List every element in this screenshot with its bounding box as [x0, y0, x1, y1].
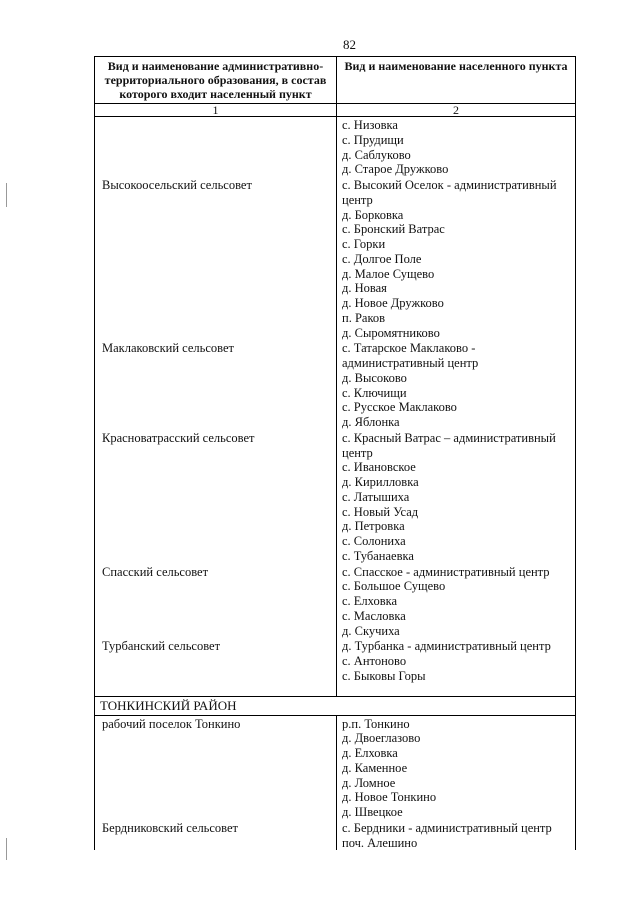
spacer-row [95, 684, 576, 697]
settlement-item: с. Прудищи [342, 132, 404, 147]
settlement-item: д. Швецкое [342, 805, 403, 819]
settlement-item: с. Ключищи [342, 385, 407, 400]
settlement-item: д. Яблонка [342, 415, 400, 429]
admin-unit-name: рабочий поселок Тонкино [102, 716, 241, 731]
settlement-item: с. Латышиха [342, 489, 410, 504]
settlement-item: поч. Алешино [342, 835, 418, 850]
settlement-item: с. Солониха [342, 534, 406, 548]
table-header-row [95, 57, 576, 104]
column-number-1: 1 [95, 104, 337, 117]
settlement-item: с. Русское Маклаково [342, 400, 457, 415]
table-row [95, 715, 576, 820]
margin-mark [6, 838, 7, 860]
settlement-item: с. Быковы Горы [342, 668, 426, 683]
settlement-item: с. Елховка [342, 594, 398, 608]
settlement-item: д. Новая [342, 281, 387, 296]
settlements-cell [337, 340, 576, 430]
settlement-item: д. Кирилловка [342, 475, 419, 489]
settlement-item: с. Горки [342, 237, 386, 251]
table-row [95, 340, 576, 430]
table-body-part-2 [95, 715, 576, 850]
settlement-item: с. Ивановское [342, 460, 416, 475]
settlement-item: п. Раков [342, 310, 386, 325]
settlement-item: д. Новое Тонкино [342, 790, 437, 805]
settlement-item: с. Татарское Маклаково - административный центр [342, 341, 479, 370]
district-section [95, 684, 576, 716]
settlement-item: с. Антоново [342, 654, 407, 668]
table-row [95, 117, 576, 178]
settlements-cell [337, 564, 576, 639]
admin-unit-name: Маклаковский сельсовет [102, 341, 234, 356]
settlement-item: д. Двоеглазово [342, 731, 421, 746]
settlement-item: д. Малое Сущево [342, 266, 435, 281]
settlement-item: д. Борковка [342, 207, 404, 222]
settlements-cell [337, 430, 576, 564]
settlement-item: р.п. Тонкино [342, 716, 410, 731]
table-row [95, 820, 576, 851]
settlement-item: д. Старое Дружково [342, 162, 449, 177]
column-number-row [95, 104, 576, 117]
table-row [95, 564, 576, 639]
district-row [95, 696, 576, 715]
settlement-item: д. Сыромятниково [342, 325, 440, 340]
table-row [95, 177, 576, 340]
column-header-unit: Вид и наименование административно-территориального образования, в состав которого входит населенный пункт [95, 57, 337, 104]
settlement-item: д. Высоково [342, 370, 407, 385]
page-number: 82 [343, 37, 356, 52]
settlement-item: с. Высокий Оселок - административный центр [342, 178, 557, 207]
admin-unit-cell [95, 177, 337, 340]
settlement-item: с. Долгое Поле [342, 251, 422, 266]
settlement-item: д. Скучиха [342, 623, 400, 638]
settlement-item: с. Спасское - административный центр [342, 564, 550, 579]
margin-mark [6, 183, 7, 207]
settlement-item: с. Большое Сущево [342, 579, 446, 594]
admin-unit-name: Бердниковский сельсовет [102, 820, 239, 835]
settlements-cell [337, 117, 576, 178]
column-number-2: 2 [337, 104, 576, 117]
settlement-item: д. Каменное [342, 760, 408, 775]
admin-unit-name: Красноватрасский сельсовет [102, 430, 255, 445]
column-header-settlement: Вид и наименование населенного пункта [337, 57, 576, 104]
settlement-item: с. Масловка [342, 608, 406, 623]
admin-unit-cell [95, 820, 337, 851]
admin-unit-name: Турбанский сельсовет [102, 639, 221, 654]
settlement-item: д. Турбанка - административный центр [342, 639, 551, 654]
admin-unit-cell [95, 715, 337, 820]
settlements-cell [337, 820, 576, 851]
settlement-item: с. Красный Ватрас – административный центр [342, 430, 556, 460]
district-title: ТОНКИНСКИЙ РАЙОН [95, 696, 576, 715]
admin-unit-cell [95, 564, 337, 639]
settlement-item: с. Бердники - административный центр [342, 820, 552, 835]
settlement-item: д. Саблуково [342, 147, 411, 162]
admin-unit-cell [95, 340, 337, 430]
admin-unit-cell [95, 638, 337, 683]
settlements-table [94, 56, 576, 850]
settlement-item: с. Новый Усад [342, 504, 419, 519]
settlements-cell [337, 638, 576, 683]
table-row [95, 638, 576, 683]
table-row [95, 430, 576, 564]
settlements-cell [337, 177, 576, 340]
admin-unit-cell [95, 430, 337, 564]
admin-unit-cell [95, 117, 337, 178]
settlements-cell [337, 715, 576, 820]
admin-unit-name: Высокоосельский сельсовет [102, 178, 252, 192]
settlement-item: д. Петровка [342, 519, 405, 534]
settlement-item: с. Низовка [342, 118, 398, 132]
settlement-item: д. Елховка [342, 746, 398, 760]
admin-unit-name: Спасский сельсовет [102, 564, 209, 579]
table-body-part-1 [95, 117, 576, 684]
settlement-item: с. Тубанаевка [342, 548, 414, 563]
settlement-item: д. Ломное [342, 775, 396, 790]
settlement-item: с. Бронский Ватрас [342, 222, 445, 237]
settlement-item: д. Новое Дружково [342, 296, 444, 310]
